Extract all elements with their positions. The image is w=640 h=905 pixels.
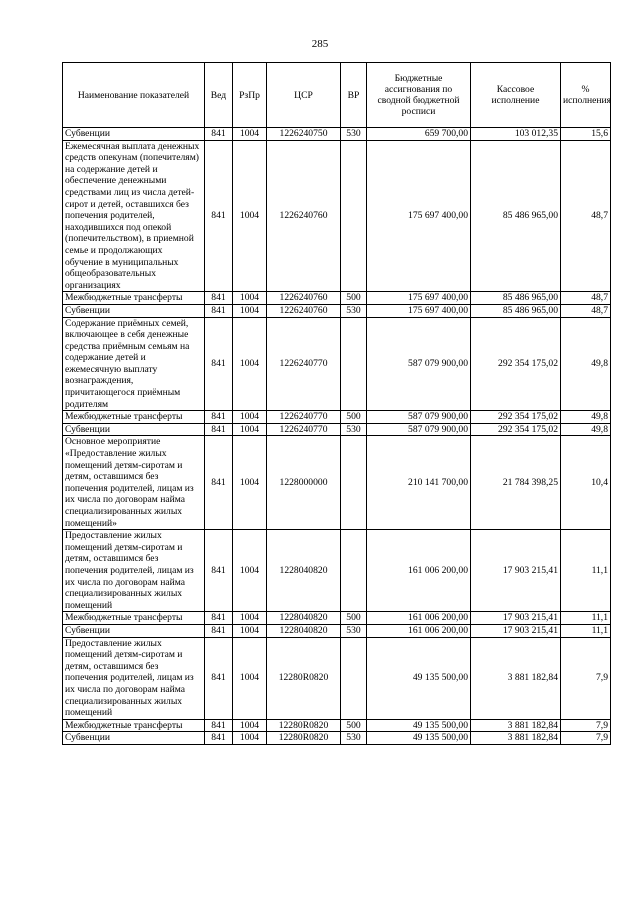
cell-rzpr: 1004 <box>233 719 267 732</box>
cell-name: Субвенции <box>63 624 205 637</box>
cell-budget: 161 006 200,00 <box>367 530 471 612</box>
cell-rzpr: 1004 <box>233 530 267 612</box>
cell-rzpr: 1004 <box>233 624 267 637</box>
cell-cash: 3 881 182,84 <box>471 637 561 719</box>
cell-cash: 85 486 965,00 <box>471 304 561 317</box>
cell-budget: 49 135 500,00 <box>367 719 471 732</box>
cell-csr: 12280R0820 <box>267 732 341 745</box>
header-ved: Вед <box>205 63 233 128</box>
cell-name: Субвенции <box>63 423 205 436</box>
cell-name: Основное мероприятие «Предоставление жилых помещений детям-сиротам и детям, оставшимся без попечения родителей, лицам из их числа по договорам найма специализированных жилых помещений» <box>63 436 205 530</box>
cell-vr <box>341 436 367 530</box>
cell-budget: 175 697 400,00 <box>367 140 471 292</box>
cell-cash: 85 486 965,00 <box>471 140 561 292</box>
cell-vr: 530 <box>341 304 367 317</box>
table-row <box>63 423 611 436</box>
cell-pct: 48,7 <box>561 292 611 305</box>
cell-cash: 292 354 175,02 <box>471 317 561 411</box>
cell-csr: 1226240760 <box>267 304 341 317</box>
cell-budget: 175 697 400,00 <box>367 304 471 317</box>
cell-ved: 841 <box>205 304 233 317</box>
table-row <box>63 140 611 292</box>
cell-budget: 175 697 400,00 <box>367 292 471 305</box>
table-row <box>63 637 611 719</box>
cell-ved: 841 <box>205 423 233 436</box>
cell-ved: 841 <box>205 719 233 732</box>
cell-pct: 15,6 <box>561 128 611 141</box>
cell-name: Предоставление жилых помещений детям-сиротам и детям, оставшимся без попечения родителей, лицам из их числа по договорам найма специализированных жилых помещений <box>63 637 205 719</box>
cell-pct: 11,1 <box>561 612 611 625</box>
cell-rzpr: 1004 <box>233 140 267 292</box>
cell-budget: 587 079 900,00 <box>367 317 471 411</box>
cell-rzpr: 1004 <box>233 317 267 411</box>
cell-budget: 659 700,00 <box>367 128 471 141</box>
cell-name: Межбюджетные трансферты <box>63 719 205 732</box>
cell-pct: 11,1 <box>561 624 611 637</box>
cell-rzpr: 1004 <box>233 732 267 745</box>
cell-vr: 530 <box>341 624 367 637</box>
budget-execution-table <box>62 62 611 745</box>
cell-name: Субвенции <box>63 128 205 141</box>
cell-pct: 48,7 <box>561 140 611 292</box>
cell-ved: 841 <box>205 292 233 305</box>
table-row <box>63 128 611 141</box>
cell-rzpr: 1004 <box>233 637 267 719</box>
cell-cash: 85 486 965,00 <box>471 292 561 305</box>
table-row <box>63 304 611 317</box>
header-vr: ВР <box>341 63 367 128</box>
cell-rzpr: 1004 <box>233 292 267 305</box>
header-pct: % исполнения <box>561 63 611 128</box>
cell-name: Содержание приёмных семей, включающее в себя денежные средства приёмным семьям на содержание детей и ежемесячную выплату вознаграждения, причитающегося приёмным родителям <box>63 317 205 411</box>
table-row <box>63 317 611 411</box>
cell-rzpr: 1004 <box>233 304 267 317</box>
cell-name: Субвенции <box>63 732 205 745</box>
cell-rzpr: 1004 <box>233 612 267 625</box>
cell-pct: 49,8 <box>561 317 611 411</box>
cell-rzpr: 1004 <box>233 423 267 436</box>
cell-pct: 49,8 <box>561 411 611 424</box>
cell-ved: 841 <box>205 732 233 745</box>
cell-rzpr: 1004 <box>233 411 267 424</box>
cell-cash: 3 881 182,84 <box>471 732 561 745</box>
cell-budget: 587 079 900,00 <box>367 411 471 424</box>
cell-cash: 103 012,35 <box>471 128 561 141</box>
cell-csr: 1228040820 <box>267 530 341 612</box>
cell-pct: 7,9 <box>561 732 611 745</box>
cell-pct: 11,1 <box>561 530 611 612</box>
cell-csr: 1226240770 <box>267 411 341 424</box>
header-name: Наименование показателей <box>63 63 205 128</box>
header-csr: ЦСР <box>267 63 341 128</box>
cell-vr: 530 <box>341 128 367 141</box>
cell-name: Межбюджетные трансферты <box>63 292 205 305</box>
cell-vr <box>341 637 367 719</box>
cell-ved: 841 <box>205 624 233 637</box>
cell-name: Межбюджетные трансферты <box>63 411 205 424</box>
cell-cash: 292 354 175,02 <box>471 411 561 424</box>
cell-rzpr: 1004 <box>233 128 267 141</box>
cell-csr: 1228040820 <box>267 612 341 625</box>
cell-name: Ежемесячная выплата денежных средств опекунам (попечителям) на содержание детей и обеспечение денежными средствами лиц из числа детей-сирот и детей, оставшихся без попечения родителей, находившихся под опекой (попечительством), в приемной семье и продолжающих обучение в муниципальных общеобразовательных организациях <box>63 140 205 292</box>
cell-budget: 49 135 500,00 <box>367 732 471 745</box>
table-row <box>63 530 611 612</box>
table-header <box>63 63 611 128</box>
cell-name: Межбюджетные трансферты <box>63 612 205 625</box>
cell-csr: 1226240760 <box>267 292 341 305</box>
table-row <box>63 411 611 424</box>
cell-ved: 841 <box>205 411 233 424</box>
table-body <box>63 128 611 745</box>
cell-cash: 21 784 398,25 <box>471 436 561 530</box>
cell-pct: 7,9 <box>561 637 611 719</box>
cell-rzpr: 1004 <box>233 436 267 530</box>
cell-budget: 161 006 200,00 <box>367 612 471 625</box>
cell-cash: 17 903 215,41 <box>471 530 561 612</box>
cell-ved: 841 <box>205 128 233 141</box>
cell-name: Субвенции <box>63 304 205 317</box>
header-budget: Бюджетные ассигнования по сводной бюджетной росписи <box>367 63 471 128</box>
cell-ved: 841 <box>205 140 233 292</box>
table-row <box>63 612 611 625</box>
cell-ved: 841 <box>205 436 233 530</box>
cell-vr: 500 <box>341 411 367 424</box>
cell-cash: 17 903 215,41 <box>471 624 561 637</box>
cell-csr: 1228040820 <box>267 624 341 637</box>
cell-budget: 587 079 900,00 <box>367 423 471 436</box>
cell-csr: 12280R0820 <box>267 719 341 732</box>
cell-name: Предоставление жилых помещений детям-сиротам и детям, оставшимся без попечения родителей, лицам из их числа по договорам найма специализированных жилых помещений <box>63 530 205 612</box>
cell-csr: 1228000000 <box>267 436 341 530</box>
cell-budget: 161 006 200,00 <box>367 624 471 637</box>
cell-pct: 7,9 <box>561 719 611 732</box>
cell-vr: 500 <box>341 612 367 625</box>
cell-ved: 841 <box>205 530 233 612</box>
header-rzpr: РзПр <box>233 63 267 128</box>
cell-pct: 49,8 <box>561 423 611 436</box>
header-cash: Кассовое исполнение <box>471 63 561 128</box>
cell-pct: 10,4 <box>561 436 611 530</box>
table-row <box>63 624 611 637</box>
table-row <box>63 732 611 745</box>
cell-ved: 841 <box>205 317 233 411</box>
cell-csr: 1226240750 <box>267 128 341 141</box>
cell-cash: 17 903 215,41 <box>471 612 561 625</box>
cell-cash: 3 881 182,84 <box>471 719 561 732</box>
table-row <box>63 292 611 305</box>
cell-vr <box>341 140 367 292</box>
cell-pct: 48,7 <box>561 304 611 317</box>
cell-cash: 292 354 175,02 <box>471 423 561 436</box>
table-row <box>63 436 611 530</box>
cell-csr: 1226240770 <box>267 317 341 411</box>
table-row <box>63 719 611 732</box>
cell-vr: 500 <box>341 292 367 305</box>
cell-budget: 210 141 700,00 <box>367 436 471 530</box>
cell-vr: 500 <box>341 719 367 732</box>
cell-ved: 841 <box>205 637 233 719</box>
cell-budget: 49 135 500,00 <box>367 637 471 719</box>
cell-vr: 530 <box>341 423 367 436</box>
cell-csr: 12280R0820 <box>267 637 341 719</box>
cell-vr <box>341 317 367 411</box>
cell-csr: 1226240770 <box>267 423 341 436</box>
page-number: 285 <box>311 38 329 50</box>
cell-ved: 841 <box>205 612 233 625</box>
cell-vr: 530 <box>341 732 367 745</box>
cell-csr: 1226240760 <box>267 140 341 292</box>
cell-vr <box>341 530 367 612</box>
